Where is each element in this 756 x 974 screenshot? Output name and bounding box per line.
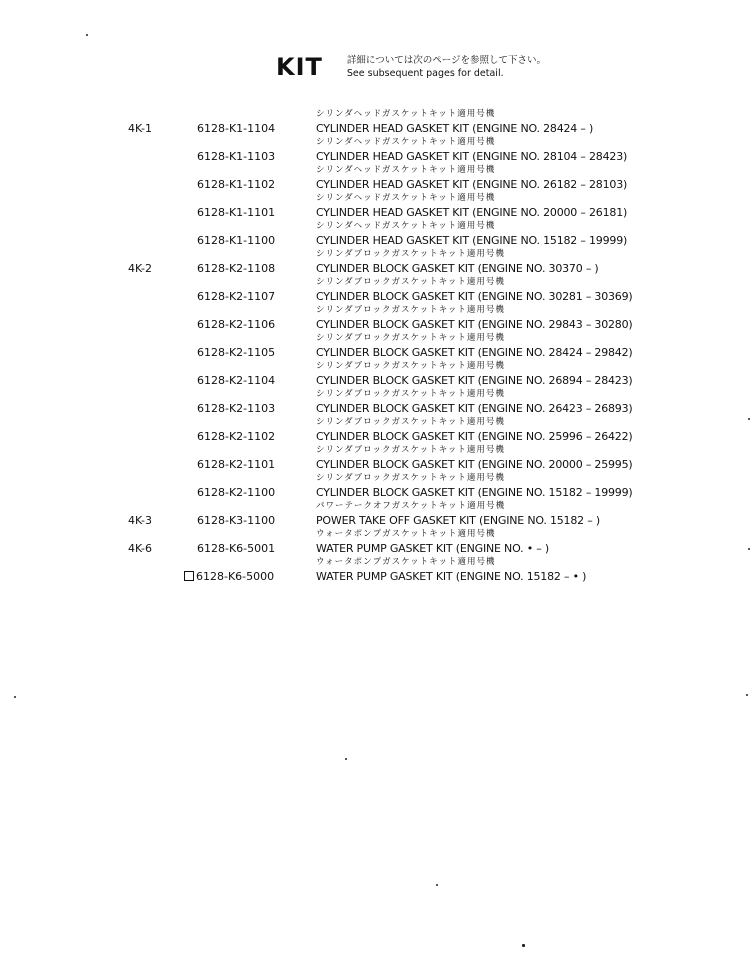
kit-desc-jp: パワーテークオフガスケットキット適用号機 [316,501,506,511]
kit-row [0,304,756,332]
kit-desc-en: CYLINDER BLOCK GASKET KIT (ENGINE NO. 15182 – 19999) [316,486,633,499]
kit-part-number [197,346,275,359]
kit-row [0,276,756,304]
kit-row [0,360,756,388]
kit-part-number [197,486,275,499]
scan-speck [522,944,525,947]
kit-part-number-text: 6128-K1-1104 [197,122,276,135]
kit-part-number-text: 6128-K1-1102 [197,178,276,191]
kit-part-number [197,206,275,219]
kit-row [0,388,756,416]
kit-ref: 4K-3 [128,514,153,527]
kit-row [0,332,756,360]
kit-row [0,472,756,500]
kit-row [0,136,756,164]
kit-row [0,248,756,276]
scan-speck [436,884,438,886]
kit-desc-en: WATER PUMP GASKET KIT (ENGINE NO. • – ) [316,542,549,555]
kit-part-number [197,458,275,471]
kit-desc-jp: シリンダブロックガスケットキット適用号機 [316,445,505,455]
kit-part-number-text: 6128-K1-1101 [197,206,276,219]
kit-desc-en: CYLINDER HEAD GASKET KIT (ENGINE NO. 28104 – 28423) [316,150,628,163]
kit-desc-en: CYLINDER BLOCK GASKET KIT (ENGINE NO. 20000 – 25995) [316,458,633,471]
kit-desc-en: POWER TAKE OFF GASKET KIT (ENGINE NO. 15182 – ) [316,514,600,527]
kit-desc-jp: シリンダブロックガスケットキット適用号機 [316,333,505,343]
kit-desc-jp: シリンダヘッドガスケットキット適用号機 [316,109,496,119]
kit-desc-en: CYLINDER HEAD GASKET KIT (ENGINE NO. 26182 – 28103) [316,178,628,191]
header-note-en: See subsequent pages for detail. [346,68,504,79]
kit-row [0,220,756,248]
kit-desc-jp: シリンダブロックガスケットキット適用号機 [316,389,505,399]
kit-part-number-text: 6128-K6-5001 [197,542,276,555]
kit-desc-en: CYLINDER BLOCK GASKET KIT (ENGINE NO. 28424 – 29842) [316,346,633,359]
kit-desc-en: CYLINDER HEAD GASKET KIT (ENGINE NO. 20000 – 26181) [316,206,628,219]
kit-row [0,164,756,192]
kit-desc-jp: ウォータポンプガスケットキット適用号機 [316,557,496,567]
kit-desc-en: CYLINDER HEAD GASKET KIT (ENGINE NO. 15182 – 19999) [316,234,628,247]
scan-speck [748,548,750,550]
kit-ref: 4K-6 [128,542,153,555]
kit-part-number [197,262,275,275]
kit-part-number-text: 6128-K2-1104 [197,374,276,387]
kit-part-number-text: 6128-K2-1108 [197,262,276,275]
kit-part-number [197,318,275,331]
kit-part-number [197,122,275,135]
page-header [276,52,546,82]
kit-part-number [197,150,275,163]
kit-part-number-text: 6128-K1-1103 [197,150,276,163]
kit-desc-jp: シリンダヘッドガスケットキット適用号機 [316,221,496,231]
kit-part-number [197,290,275,303]
kit-desc-jp: シリンダブロックガスケットキット適用号機 [316,361,505,371]
kit-part-number [197,542,275,555]
kit-desc-jp: シリンダブロックガスケットキット適用号機 [316,277,505,287]
page-title: KIT [276,53,323,81]
kit-desc-en: CYLINDER HEAD GASKET KIT (ENGINE NO. 28424 – ) [316,122,594,135]
header-note-jp: 詳細については次のページを参照して下さい。 [346,55,547,66]
kit-desc-jp: シリンダヘッドガスケットキット適用号機 [316,137,496,147]
kit-row [0,556,756,584]
scan-speck [746,694,748,696]
kit-part-number-text: 6128-K2-1107 [197,290,276,303]
kit-part-number-text: 6128-K6-5000 [196,570,275,583]
kit-part-number-text: 6128-K3-1100 [197,514,276,527]
kit-part-number-text: 6128-K2-1105 [197,346,276,359]
kit-desc-jp: シリンダブロックガスケットキット適用号機 [316,417,505,427]
scan-speck [86,34,88,36]
kit-desc-en: CYLINDER BLOCK GASKET KIT (ENGINE NO. 25996 – 26422) [316,430,633,443]
kit-part-number [197,514,275,527]
kit-row [0,528,756,556]
kit-row [0,500,756,528]
scan-speck [748,418,750,420]
kit-desc-en: CYLINDER BLOCK GASKET KIT (ENGINE NO. 26423 – 26893) [316,402,633,415]
kit-desc-jp: ウォータポンプガスケットキット適用号機 [316,529,496,539]
kit-ref: 4K-2 [128,262,153,275]
kit-row [0,192,756,220]
kit-ref: 4K-1 [128,122,153,135]
kit-part-number [197,374,275,387]
scan-speck [14,696,16,698]
kit-part-number [197,430,275,443]
kit-desc-jp: シリンダブロックガスケットキット適用号機 [316,305,505,315]
kit-part-number-text: 6128-K2-1103 [197,402,276,415]
square-marker-icon [184,571,194,581]
kit-row [0,108,756,136]
kit-part-number [197,402,275,415]
kit-desc-en: CYLINDER BLOCK GASKET KIT (ENGINE NO. 30281 – 30369) [316,290,633,303]
kit-part-number [197,234,275,247]
kit-part-number-text: 6128-K2-1101 [197,458,276,471]
kit-desc-jp: シリンダヘッドガスケットキット適用号機 [316,193,496,203]
header-note [347,54,546,80]
kit-desc-en: CYLINDER BLOCK GASKET KIT (ENGINE NO. 30370 – ) [316,262,599,275]
kit-part-number [184,570,274,583]
kit-part-number-text: 6128-K1-1100 [197,234,276,247]
kit-part-number-text: 6128-K2-1102 [197,430,276,443]
scan-speck [345,758,347,760]
kit-desc-en: CYLINDER BLOCK GASKET KIT (ENGINE NO. 29843 – 30280) [316,318,633,331]
kit-desc-en: CYLINDER BLOCK GASKET KIT (ENGINE NO. 26894 – 28423) [316,374,633,387]
kit-part-number-text: 6128-K2-1106 [197,318,276,331]
kit-list [0,108,756,584]
kit-desc-en: WATER PUMP GASKET KIT (ENGINE NO. 15182 – • ) [316,570,587,583]
kit-desc-jp: シリンダヘッドガスケットキット適用号機 [316,165,496,175]
kit-row [0,444,756,472]
kit-row [0,416,756,444]
kit-desc-jp: シリンダブロックガスケットキット適用号機 [316,473,505,483]
kit-part-number-text: 6128-K2-1100 [197,486,276,499]
kit-desc-jp: シリンダブロックガスケットキット適用号機 [316,249,505,259]
kit-part-number [197,178,275,191]
